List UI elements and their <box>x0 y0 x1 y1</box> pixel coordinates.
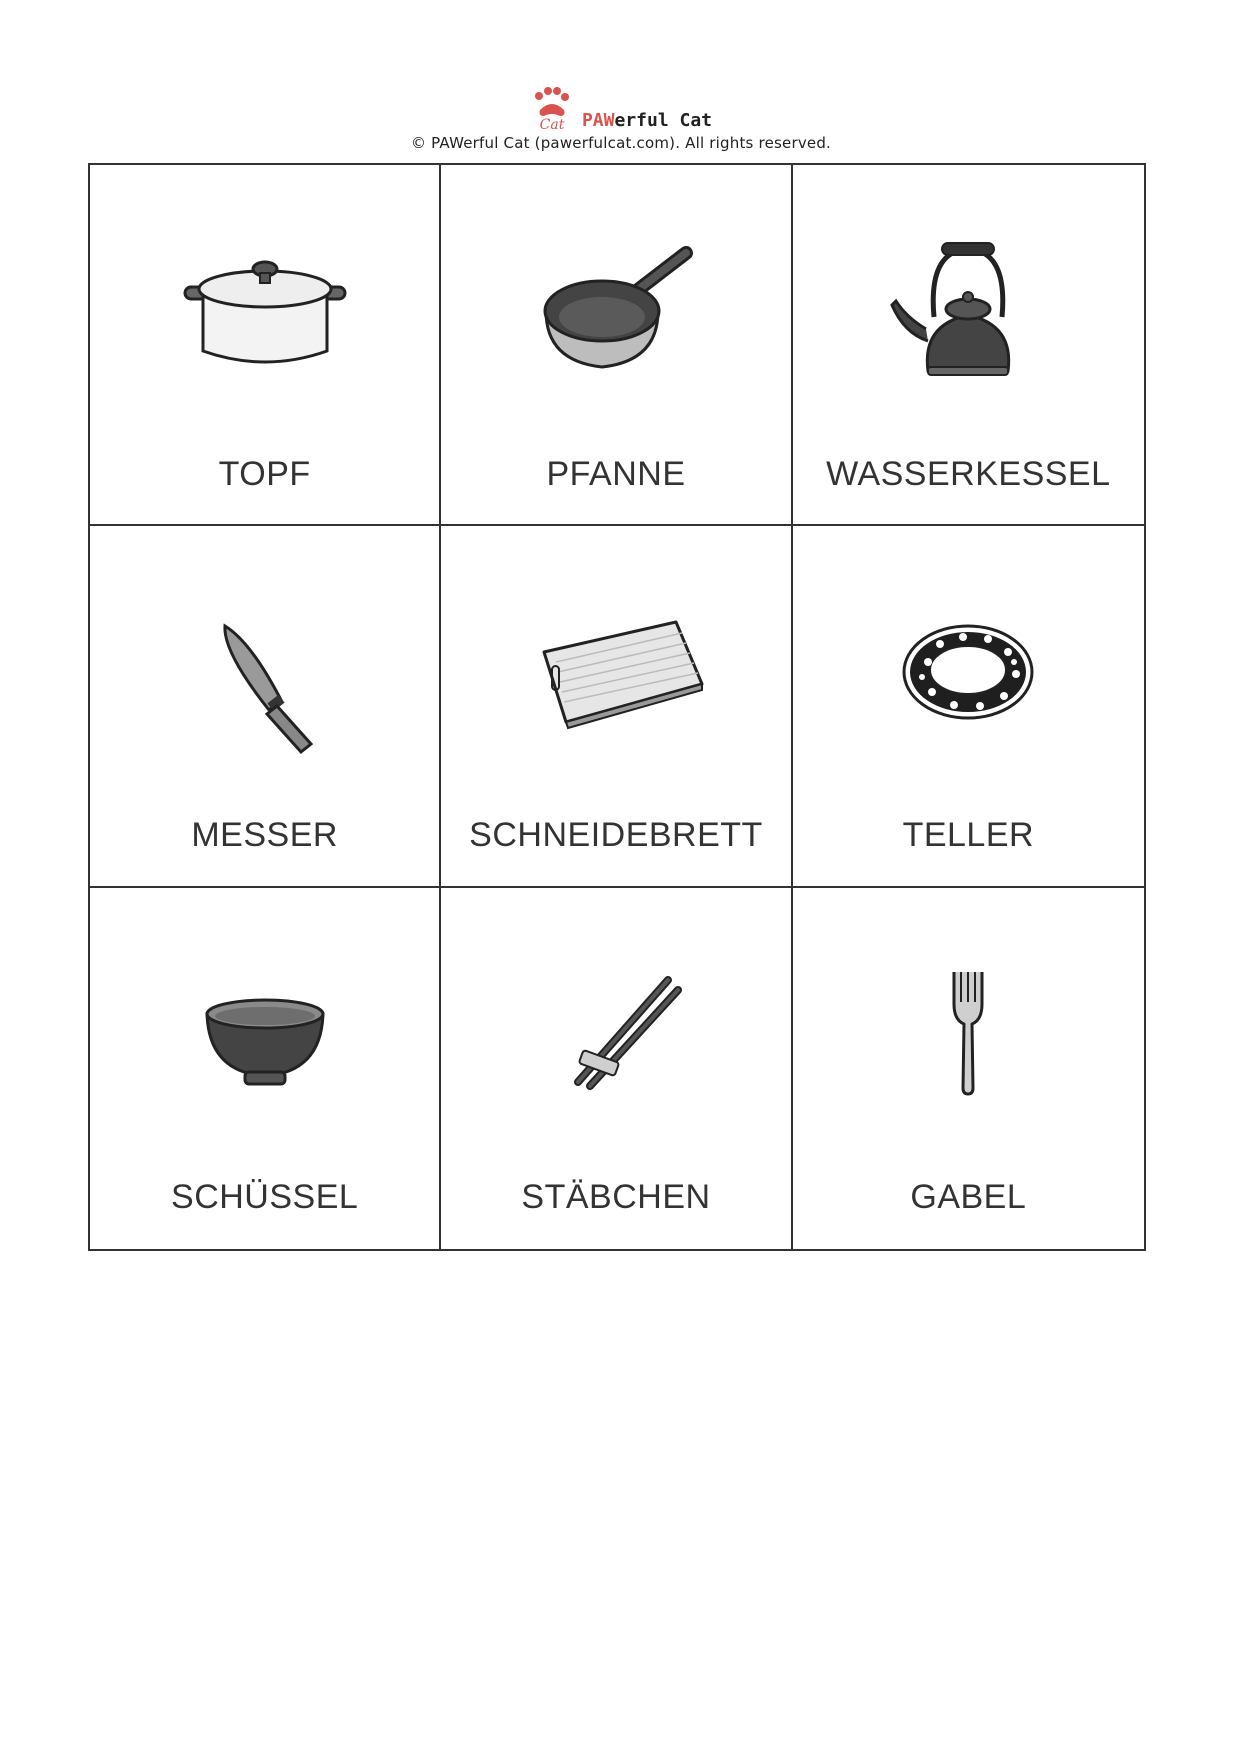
knife-icon <box>165 582 365 782</box>
card-label: STÄBCHEN <box>521 1177 711 1216</box>
card-label: MESSER <box>191 816 338 855</box>
copyright-notice: © PAWerful Cat (pawerfulcat.com). All rights reserved. <box>410 134 832 152</box>
svg-text:Cat: Cat <box>539 117 565 132</box>
flashcard-grid <box>88 163 1146 1251</box>
bowl-icon <box>165 944 365 1144</box>
card-label: PFANNE <box>546 455 686 493</box>
brand-name: PAWerful Cat <box>581 110 713 131</box>
card-schneidebrett <box>441 526 792 887</box>
frying-pan-icon <box>516 221 716 421</box>
page-header <box>0 86 1242 152</box>
cutting-board-icon <box>516 582 716 782</box>
chopsticks-icon <box>516 944 716 1144</box>
card-teller <box>793 526 1144 887</box>
card-pfanne <box>441 165 792 526</box>
card-label: TELLER <box>902 816 1035 855</box>
card-schuessel <box>90 888 441 1249</box>
brand <box>0 86 1242 132</box>
card-label: WASSERKESSEL <box>826 455 1111 493</box>
card-wasserkessel <box>793 165 1144 526</box>
card-topf <box>90 165 441 526</box>
paw-logo-icon <box>530 86 574 132</box>
card-label: SCHNEIDEBRETT <box>469 816 763 855</box>
fork-icon <box>868 944 1068 1144</box>
card-label: GABEL <box>910 1177 1027 1216</box>
card-label: TOPF <box>218 455 311 493</box>
card-gabel <box>793 888 1144 1249</box>
card-staebchen <box>441 888 792 1249</box>
pot-icon <box>165 221 365 421</box>
kettle-icon <box>868 221 1068 421</box>
card-label: SCHÜSSEL <box>171 1177 359 1216</box>
card-messer <box>90 526 441 887</box>
plate-icon <box>868 582 1068 782</box>
